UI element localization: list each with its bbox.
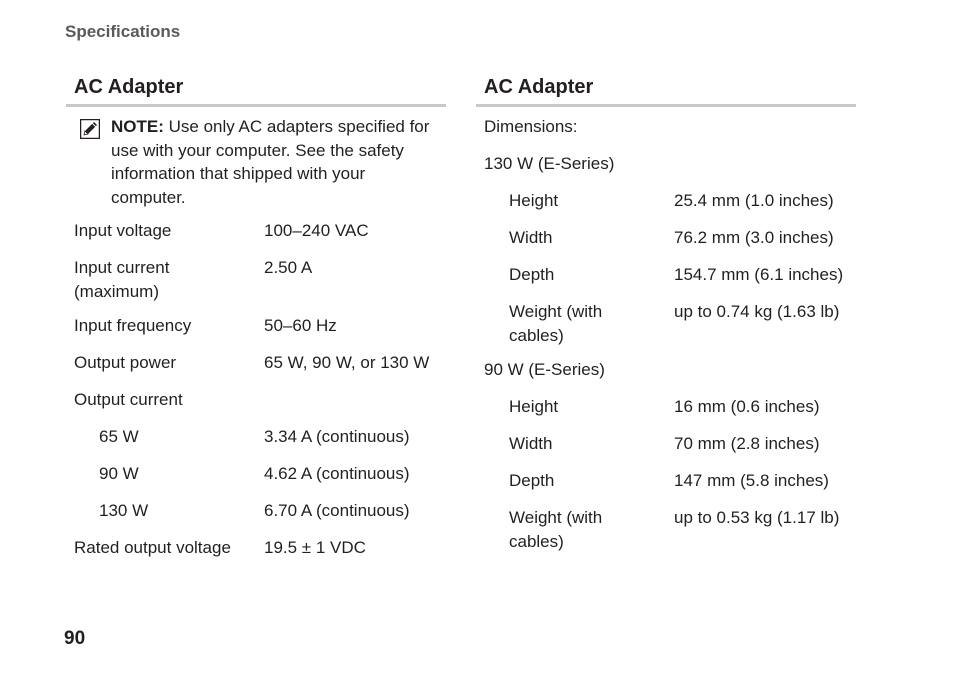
spec-label: 130 W xyxy=(99,501,149,520)
ac-adapter-dimensions-section xyxy=(476,74,856,564)
spec-value: 3.34 A (continuous) xyxy=(264,427,410,446)
spec-row xyxy=(476,300,856,358)
spec-value: up to 0.53 kg (1.17 lb) xyxy=(674,508,840,527)
spec-label: Weight (with cables) xyxy=(509,508,603,551)
section-title: AC Adapter xyxy=(66,74,446,107)
spec-row xyxy=(66,314,446,351)
spec-value: 6.70 A (continuous) xyxy=(264,501,410,520)
spec-row xyxy=(476,395,856,432)
spec-value: 2.50 A xyxy=(264,258,313,277)
note-label: NOTE: xyxy=(111,117,164,136)
page-number: 90 xyxy=(64,628,86,649)
spec-row xyxy=(66,351,446,388)
spec-row xyxy=(476,506,856,564)
spec-value: 70 mm (2.8 inches) xyxy=(674,434,820,453)
spec-label: 90 W (E-Series) xyxy=(484,360,605,379)
spec-value: 16 mm (0.6 inches) xyxy=(674,397,820,416)
spec-row xyxy=(66,219,446,256)
spec-value: 19.5 ± 1 VDC xyxy=(264,538,366,557)
spec-label: Width xyxy=(509,434,553,453)
ac-adapter-electrical-section xyxy=(66,74,446,573)
spec-value: 147 mm (5.8 inches) xyxy=(674,471,829,490)
spec-row xyxy=(66,425,446,462)
spec-label: 65 W xyxy=(99,427,139,446)
spec-row xyxy=(476,432,856,469)
note-text: Use only AC adapters specified for use with your computer. See the safety information that shipped with your computer. xyxy=(111,117,430,207)
spec-value: 65 W, 90 W, or 130 W xyxy=(264,353,430,372)
spec-value: 76.2 mm (3.0 inches) xyxy=(674,228,834,247)
note-pencil-icon xyxy=(80,119,100,139)
spec-value: 50–60 Hz xyxy=(264,316,337,335)
spec-label: 90 W xyxy=(99,464,139,483)
spec-label: Output current xyxy=(74,390,183,409)
section-title: AC Adapter xyxy=(476,74,856,107)
spec-value: 154.7 mm (6.1 inches) xyxy=(674,265,844,284)
spec-label: Input voltage xyxy=(74,221,172,240)
spec-label: Input current (maximum) xyxy=(74,258,170,301)
spec-row xyxy=(476,189,856,226)
spec-label: Output power xyxy=(74,353,177,372)
spec-label: Depth xyxy=(509,265,555,284)
spec-row xyxy=(476,115,856,152)
spec-row xyxy=(66,388,446,425)
spec-row xyxy=(476,152,856,189)
spec-label: Height xyxy=(509,191,559,210)
spec-label: Width xyxy=(509,228,553,247)
spec-label: Rated output voltage xyxy=(74,538,231,557)
spec-value: up to 0.74 kg (1.63 lb) xyxy=(674,302,840,321)
spec-label: 130 W (E-Series) xyxy=(484,154,615,173)
note-box xyxy=(66,115,441,209)
spec-row xyxy=(66,536,446,573)
spec-row xyxy=(476,226,856,263)
spec-row xyxy=(66,462,446,499)
spec-label: Depth xyxy=(509,471,555,490)
spec-row xyxy=(66,499,446,536)
spec-value: 100–240 VAC xyxy=(264,221,369,240)
spec-value: 25.4 mm (1.0 inches) xyxy=(674,191,834,210)
spec-row xyxy=(476,263,856,300)
spec-row xyxy=(66,256,446,314)
spec-value: 4.62 A (continuous) xyxy=(264,464,410,483)
spec-label: Input frequency xyxy=(74,316,192,335)
spec-label: Height xyxy=(509,397,559,416)
spec-label: Dimensions: xyxy=(484,117,578,136)
spec-row xyxy=(476,358,856,395)
spec-label: Weight (with cables) xyxy=(509,302,603,345)
spec-row xyxy=(476,469,856,506)
running-head: Specifications xyxy=(65,22,181,41)
